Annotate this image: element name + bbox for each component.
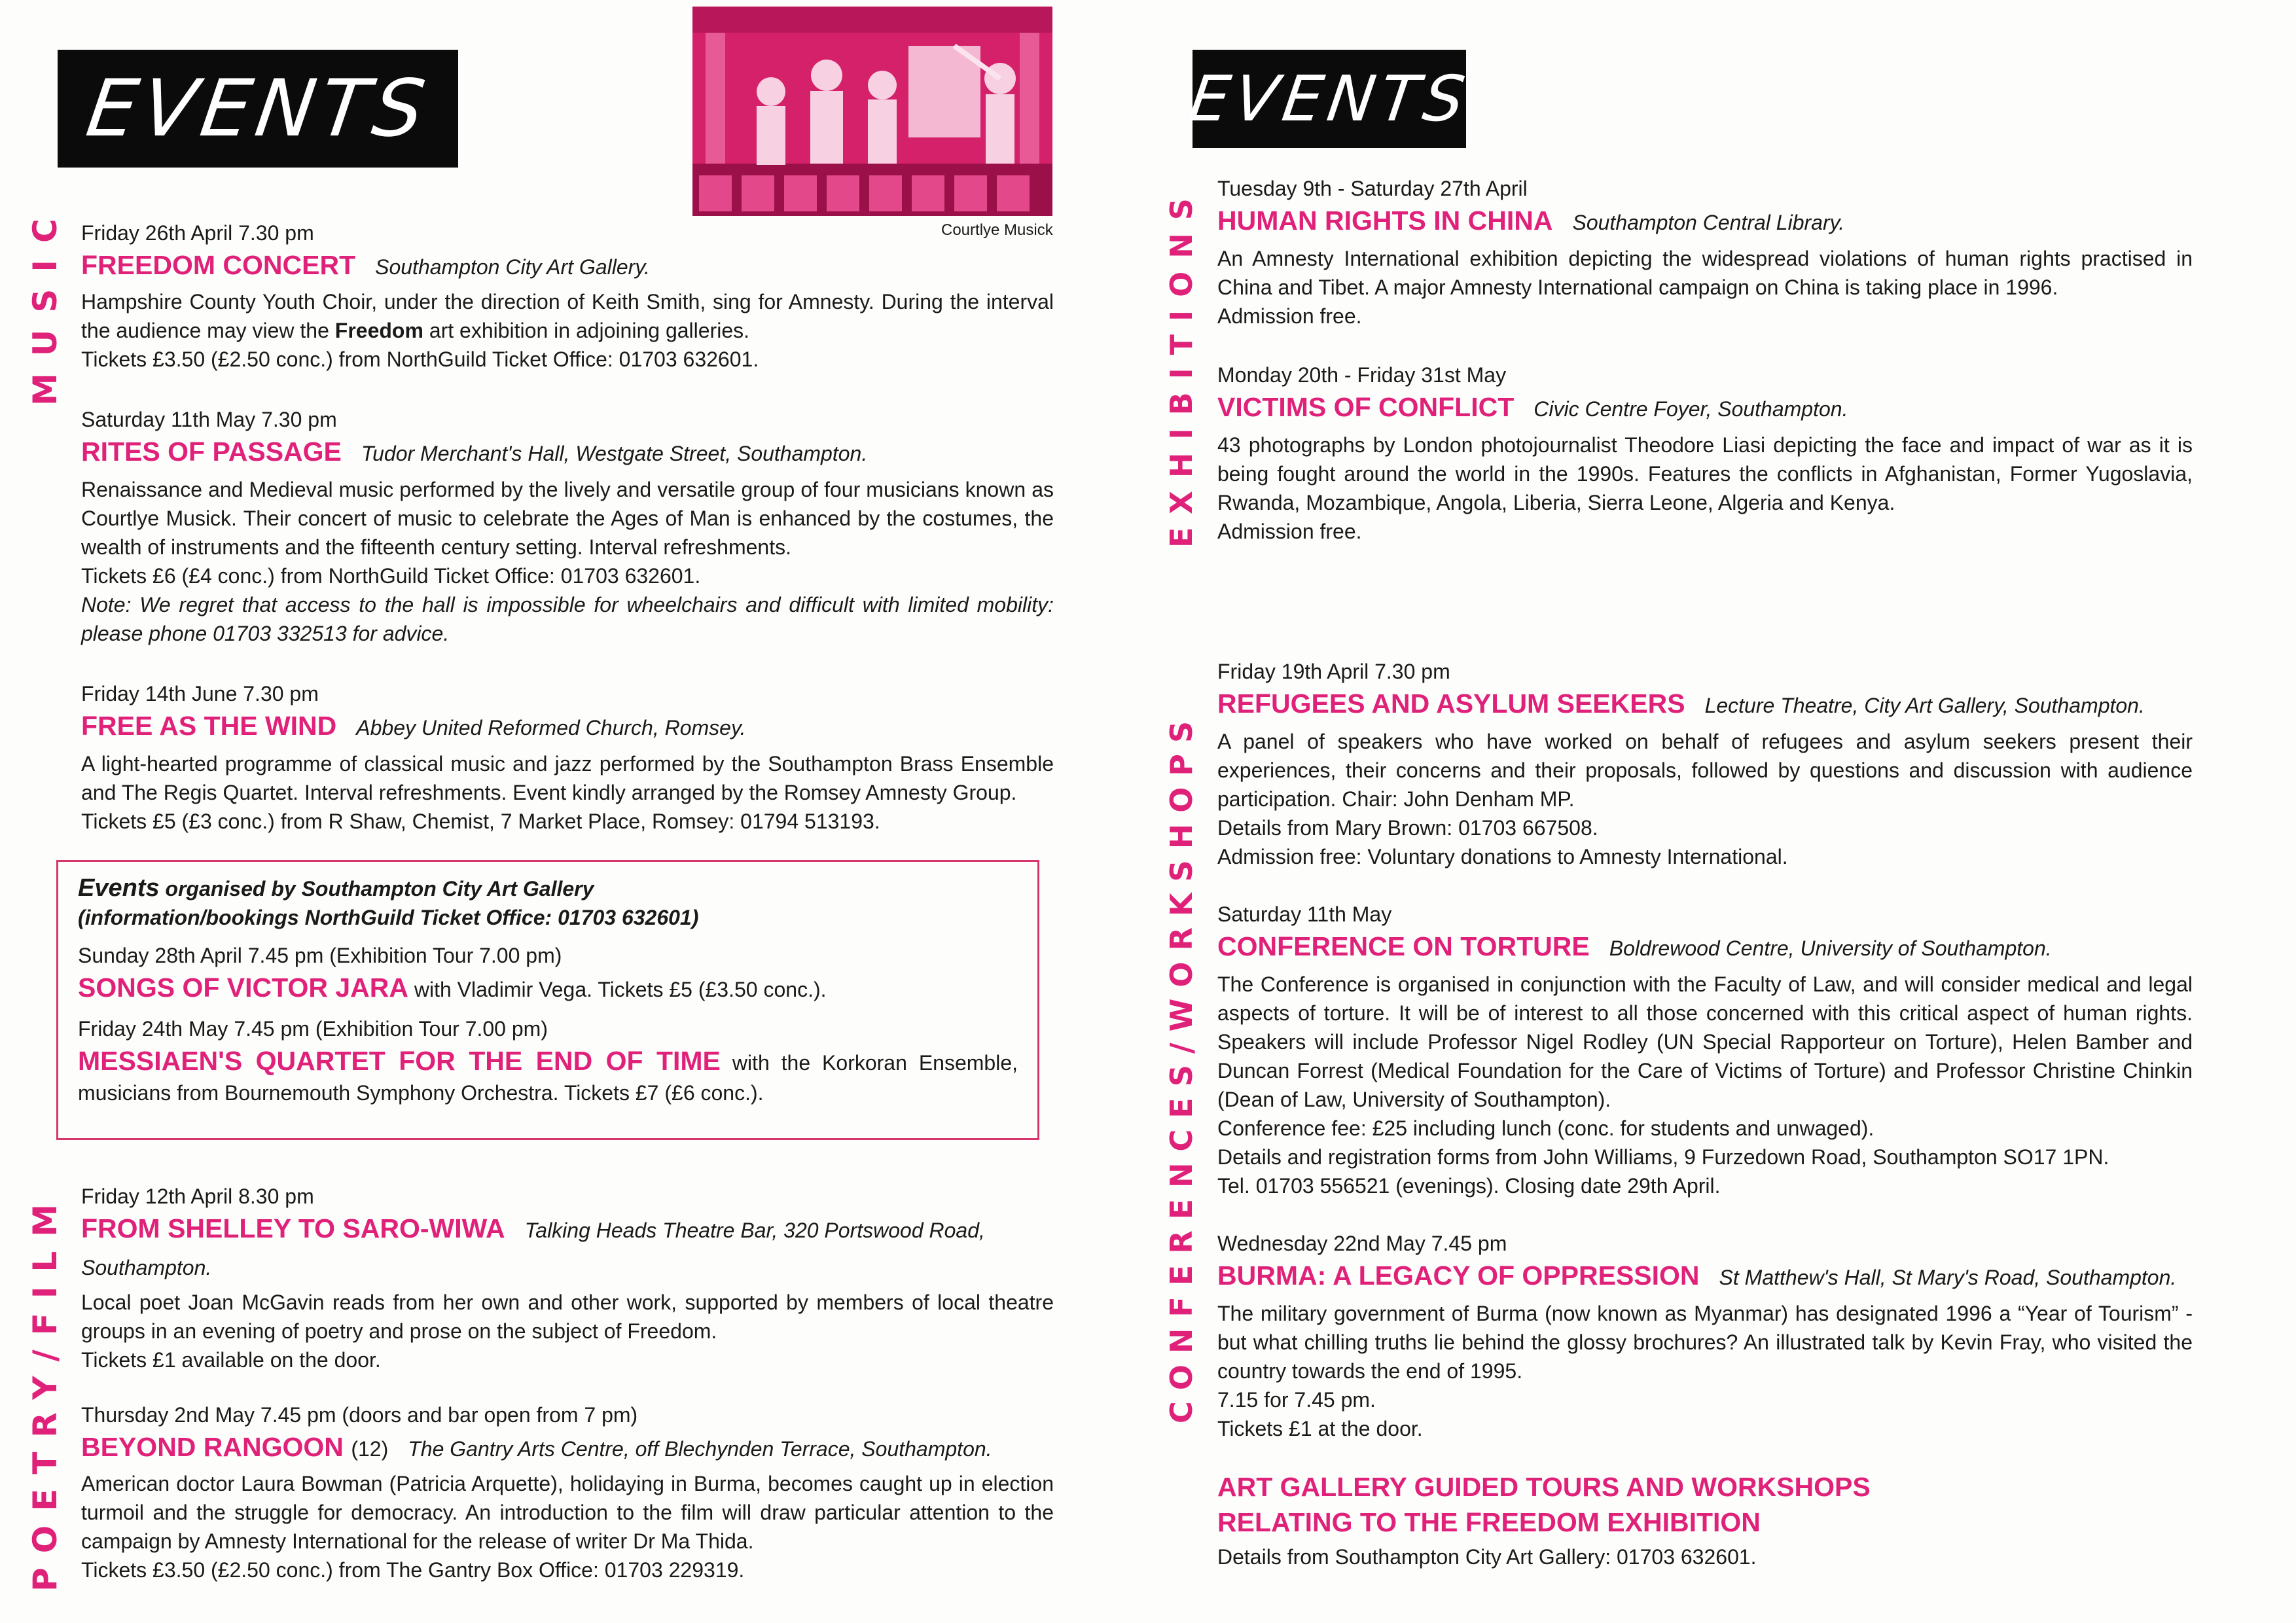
exhibitions-column [1217, 174, 2193, 546]
event-description: A light-hearted programme of classical music and jazz performed by the Southampton Brass Ensemble and The Regis Quartet. Interval refreshments. Event kindly arranged by the Romsey Amnesty Group. [81, 752, 1054, 804]
box-subheading: (information/bookings NorthGuild Ticket Office: 01703 632601) [78, 906, 699, 929]
event-venue: St Matthew's Hall, St Mary's Road, Southampton. [1719, 1266, 2177, 1289]
tours-details: Details from Southampton City Art Gallery: 01703 632601. [1217, 1545, 1757, 1569]
event-venue: Lecture Theatre, City Art Gallery, Southampton. [1704, 694, 2145, 717]
conferences-column [1217, 657, 2193, 1571]
courtlye-musick-photo [692, 7, 1052, 216]
poetry-events-column [81, 1182, 1054, 1584]
event-date: Thursday 2nd May 7.45 pm (doors and bar open from 7 pm) [81, 1403, 638, 1427]
event-title: BEYOND RANGOON (12) The Gantry Arts Centre, off Blechynden Terrace, Southampton. [81, 1432, 992, 1462]
photo-illustration [692, 7, 1052, 216]
box-heading: Events organised by Southampton City Art Gallery [78, 874, 594, 902]
event-title: CONFERENCE ON TORTURE Boldrewood Centre, University of Southampton. [1217, 931, 2052, 961]
art-gallery-tours [1217, 1469, 2193, 1571]
event-date: Saturday 11th May 7.30 pm [81, 408, 337, 431]
event-tickets: Tickets £1 available on the door. [81, 1348, 381, 1372]
event-date: Friday 24th May 7.45 pm (Exhibition Tour 7.00 pm) [78, 1017, 548, 1041]
event-title: BURMA: A LEGACY OF OPPRESSION St Matthew's Hall, St Mary's Road, Southampton. [1217, 1260, 2177, 1291]
music-section-label: MUSIC [26, 202, 64, 406]
event-title: REFUGEES AND ASYLUM SEEKERS Lecture Theatre, City Art Gallery, Southampton. [1217, 688, 2145, 719]
event-title: MESSIAEN'S QUARTET FOR THE END OF TIME [78, 1046, 721, 1076]
event-description: The military government of Burma (now known as Myanmar) has designated 1996 a “Year of Tourism” - but what chilling truths lie behind the glossy brochures? An illustrated talk by Kevin Fray, who visited the country towards the end of 1995. [1217, 1302, 2193, 1383]
event-description: Local poet Joan McGavin reads from her own and other work, supported by members of local theatre groups in an evening of poetry and prose on the subject of Freedom. [81, 1291, 1054, 1343]
event-description: American doctor Laura Bowman (Patricia Arquette), holidaying in Burma, becomes caught up in election turmoil and the struggle for democracy. An introduction to the film will draw particular attention to the campaign by Amnesty International for the release of writer Dr Ma Thida. [81, 1472, 1054, 1553]
event-title: FREE AS THE WIND Abbey United Reformed Church, Romsey. [81, 711, 746, 741]
event-date: Friday 26th April 7.30 pm [81, 221, 314, 245]
event-tickets: Tickets £1 at the door. [1217, 1417, 1423, 1440]
tours-title-line-1: ART GALLERY GUIDED TOURS AND WORKSHOPS [1217, 1472, 1871, 1502]
event-telephone: Tel. 01703 556521 (evenings). Closing date 29th April. [1217, 1174, 1721, 1198]
event-title: HUMAN RIGHTS IN CHINA Southampton Central Library. [1217, 205, 1845, 236]
box-event-victor-jara [78, 941, 1018, 1005]
event-conference-on-torture [1217, 900, 2193, 1200]
event-line: MESSIAEN'S QUARTET FOR THE END OF TIME with the Korkoran Ensemble, musicians from Bournemouth Symphony Orchestra. Tickets £7 (£6 conc.). [78, 1046, 1018, 1105]
event-time: 7.15 for 7.45 pm. [1217, 1388, 1376, 1412]
event-human-rights-in-china [1217, 174, 2193, 330]
left-events-banner [58, 50, 458, 168]
left-banner-text: EVENTS [81, 63, 435, 154]
event-tickets: Tickets £6 (£4 conc.) from NorthGuild Ticket Office: 01703 632601. [81, 564, 701, 588]
event-free-as-the-wind [81, 679, 1054, 836]
event-admission: Admission free: Voluntary donations to Amnesty International. [1217, 845, 1788, 868]
photo-caption: Courtlye Musick [941, 221, 1053, 239]
event-venue: Talking Heads Theatre Bar, 320 Portswood Road, Southampton. [81, 1219, 985, 1279]
event-victims-of-conflict [1217, 361, 2193, 546]
event-description: Hampshire County Youth Choir, under the direction of Keith Smith, sing for Amnesty. During the interval the audience may view the Freedom art exhibition in adjoining galleries. [81, 290, 1054, 342]
event-date: Saturday 11th May [1217, 902, 1392, 926]
event-fee: Conference fee: £25 including lunch (conc. for students and unwaged). [1217, 1116, 1874, 1140]
event-date: Sunday 28th April 7.45 pm (Exhibition Tour 7.00 pm) [78, 944, 562, 967]
event-venue: Tudor Merchant's Hall, Westgate Street, Southampton. [361, 442, 868, 465]
event-admission: Admission free. [1217, 520, 1362, 543]
event-date: Friday 14th June 7.30 pm [81, 682, 319, 705]
right-banner-text: EVENTS [1184, 62, 1475, 135]
event-date: Wednesday 22nd May 7.45 pm [1217, 1232, 1507, 1255]
event-venue: Southampton City Art Gallery. [375, 255, 650, 279]
event-description: An Amnesty International exhibition depicting the widespread violations of human rights practised in China and Tibet. A major Amnesty International campaign on China is taking place in 1996. [1217, 247, 2193, 299]
event-date: Monday 20th - Friday 31st May [1217, 363, 1507, 387]
event-beyond-rangoon [81, 1400, 1054, 1584]
poetry-film-section-label: POETRY/FILM [26, 1189, 64, 1592]
music-events-column [81, 219, 1054, 836]
event-rites-of-passage [81, 405, 1054, 648]
event-venue: Abbey United Reformed Church, Romsey. [356, 716, 746, 740]
event-line: SONGS OF VICTOR JARA with Vladimir Vega. Tickets £5 (£3.50 conc.). [78, 972, 827, 1003]
event-description: 43 photographs by London photojournalist Theodore Liasi depicting the face and impact of war as it is being fought around the world in the 1990s. Features the conflicts in Afghanistan, Former Yugoslavia, Rwanda, Mozambique, Angola, Liberia, Sierra Leone, Algeria and Kenya. [1217, 433, 2193, 514]
event-admission: Admission free. [1217, 304, 1362, 328]
event-description: A panel of speakers who have worked on behalf of refugees and asylum seekers present their experiences, their concerns and their proposals, followed by questions and discussion with audience participation. Chair: John Denham MP. [1217, 730, 2193, 811]
event-note: Note: We regret that access to the hall is impossible for wheelchairs and difficult with limited mobility: please phone 01703 332513 for advice. [81, 593, 1054, 645]
event-date: Tuesday 9th - Saturday 27th April [1217, 177, 1528, 200]
event-title: SONGS OF VICTOR JARA [78, 972, 408, 1003]
event-venue: Civic Centre Foyer, Southampton. [1534, 397, 1848, 421]
conferences-workshops-section-label: CONFERENCES/WORKSHOPS [1164, 709, 1199, 1424]
event-rating: (12) [351, 1437, 389, 1461]
event-date: Friday 19th April 7.30 pm [1217, 660, 1450, 683]
event-tickets: Tickets £3.50 (£2.50 conc.) from The Gantry Box Office: 01703 229319. [81, 1558, 745, 1582]
gallery-events-box [56, 860, 1039, 1140]
exhibitions-section-label: EXHIBITIONS [1164, 185, 1199, 548]
event-burma-legacy-of-oppression [1217, 1229, 2193, 1443]
event-refugees-and-asylum-seekers [1217, 657, 2193, 871]
event-freedom-concert [81, 219, 1054, 374]
right-events-banner [1184, 50, 1475, 148]
tours-title-line-2: RELATING TO THE FREEDOM EXHIBITION [1217, 1507, 1761, 1537]
event-title: FROM SHELLEY TO SARO-WIWA Talking Heads Theatre Bar, 320 Portswood Road, Southampton. [81, 1213, 985, 1279]
event-description: The Conference is organised in conjunction with the Faculty of Law, and will consider medical and legal aspects of torture. It will be of interest to all those concerned with this critical aspect of human rights. Speakers will include Professor Nigel Rodley (UN Special Rapporteur on Torture), Helen Bamber and Duncan Forrest (Medical Foundation for the Care of Victims of Torture) and Professor Christine Chinkin (Dean of Law, University of Southampton). [1217, 972, 2193, 1111]
event-venue: Boldrewood Centre, University of Southampton. [1609, 936, 2052, 960]
event-title: VICTIMS OF CONFLICT Civic Centre Foyer, Southampton. [1217, 392, 1848, 422]
event-title: RITES OF PASSAGE Tudor Merchant's Hall, Westgate Street, Southampton. [81, 437, 868, 467]
event-details: Details from Mary Brown: 01703 667508. [1217, 816, 1598, 840]
event-description: Renaissance and Medieval music performed by the lively and versatile group of four musicians known as Courtlye Musick. Their concert of music to celebrate the Ages of Man is enhanced by the costumes, the wealth of instruments and the fifteenth century setting. Interval refreshments. [81, 478, 1054, 559]
event-details: Details and registration forms from John Williams, 9 Furzedown Road, Southampton SO17 1PN. [1217, 1145, 2109, 1169]
event-tickets: Tickets £5 (£3 conc.) from R Shaw, Chemist, 7 Market Place, Romsey: 01794 513193. [81, 810, 880, 833]
event-tickets: Tickets £3.50 (£2.50 conc.) from NorthGuild Ticket Office: 01703 632601. [81, 348, 759, 371]
event-venue: Southampton Central Library. [1572, 211, 1845, 234]
event-title: FREEDOM CONCERT Southampton City Art Gallery. [81, 250, 650, 280]
box-event-messiaen [78, 1014, 1018, 1107]
event-venue: The Gantry Arts Centre, off Blechynden Terrace, Southampton. [408, 1437, 992, 1461]
event-date: Friday 12th April 8.30 pm [81, 1185, 314, 1208]
event-shelley-to-saro-wiwa [81, 1182, 1054, 1374]
